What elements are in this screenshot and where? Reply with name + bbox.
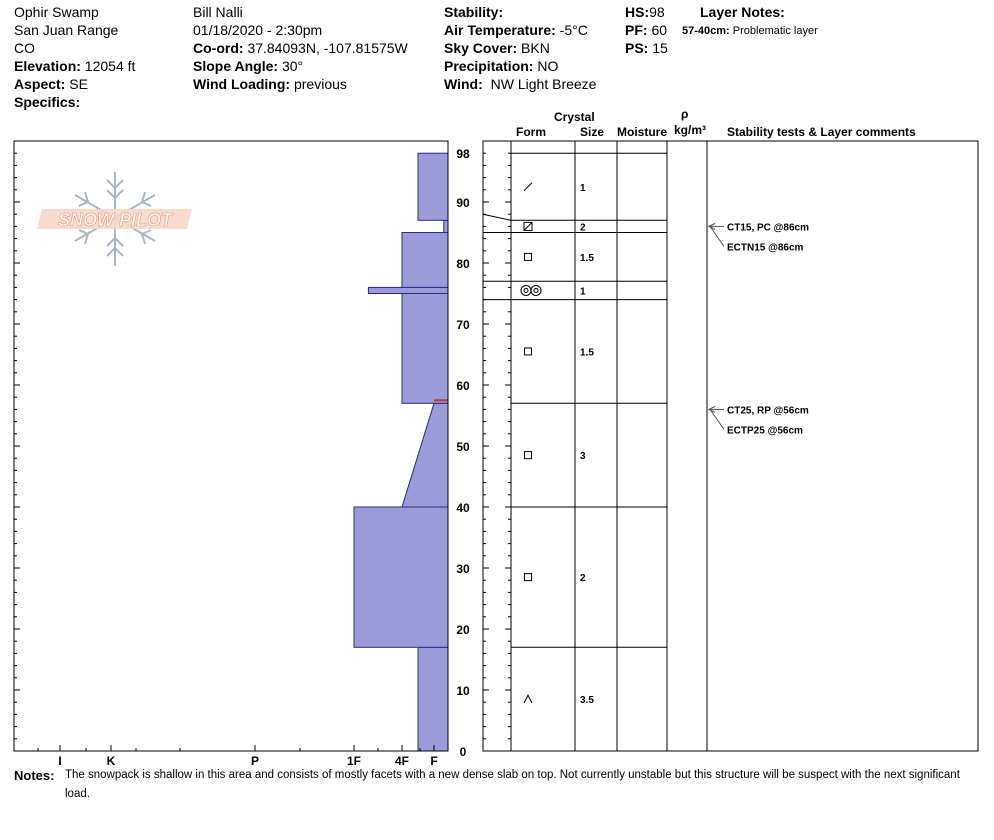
wind-loading-label: Wind Loading:	[193, 76, 291, 92]
air-temp-label: Air Temperature:	[444, 22, 556, 38]
crystal-form-surface-hoar-grains	[521, 285, 541, 295]
crystal-form-faceted	[525, 452, 532, 459]
hs-value: 98	[649, 4, 665, 20]
state-name: CO	[14, 40, 35, 56]
col-crystal: Crystal	[554, 110, 595, 124]
x-tick-label: I	[58, 754, 62, 768]
x-tick-label: P	[250, 754, 260, 768]
crystal-size-label: 3	[580, 451, 586, 463]
hardness-segment	[354, 507, 448, 647]
notes	[14, 766, 964, 800]
logo-text: SNOW PILOT	[58, 210, 172, 230]
location-name: Ophir Swamp	[14, 4, 99, 20]
hardness-frame	[14, 141, 448, 751]
stability-test-label: CT15, PC @86cm	[727, 222, 810, 234]
ps-value: 15	[652, 40, 668, 56]
crystal-form-faceted	[525, 574, 532, 581]
stability-label: Stability:	[444, 4, 504, 20]
coord-label: Co-ord:	[193, 40, 244, 56]
col-size: Size	[580, 125, 605, 139]
col-rho: ρ	[681, 107, 689, 121]
range-name: San Juan Range	[14, 22, 119, 38]
test-arrow-line	[710, 226, 724, 246]
aspect-value: SE	[69, 76, 88, 92]
y-tick-label: 90	[456, 196, 470, 210]
y-tick-label: 0	[459, 745, 467, 759]
stability-test-label: ECTP25 @56cm	[727, 425, 803, 437]
hs-label: HS:	[625, 4, 650, 20]
slope-label: Slope Angle:	[193, 58, 279, 74]
notes-text: The snowpack is shallow in this area and consists of mostly facets with a new dense slab on top. Not currently unstable but this structure will be suspect with the next significant load.	[65, 769, 960, 800]
x-tick-label: F	[430, 754, 438, 768]
elevation-value: 12054 ft	[84, 58, 136, 74]
y-tick-label: 50	[456, 440, 470, 454]
x-tick-label: 1F	[346, 754, 362, 768]
y-tick-label: 30	[456, 562, 470, 576]
y-tick-label: 98	[456, 147, 470, 162]
col-stability: Stability tests & Layer comments	[727, 125, 916, 139]
layer-note-text: Problematic layer	[732, 25, 818, 37]
sky-value: BKN	[521, 40, 550, 56]
col-form: Form	[516, 125, 546, 139]
wind-value: NW Light Breeze	[490, 76, 597, 92]
wind-loading-value: previous	[293, 76, 347, 92]
precip-value: NO	[537, 58, 559, 74]
pf-label: PF:	[625, 22, 648, 38]
crystal-size-label: 2	[580, 222, 586, 234]
crystal-size-label: 1.5	[580, 252, 594, 264]
specifics-label: Specifics:	[14, 94, 81, 110]
crystal-size-label: 2	[580, 573, 586, 585]
layer-connector	[483, 214, 511, 220]
crystal-size-label: 1	[580, 286, 586, 298]
elevation-label: Elevation:	[14, 58, 81, 74]
air-temp-value: -5°C	[559, 22, 588, 38]
ps-label: PS:	[625, 40, 649, 56]
wind-label: Wind:	[444, 76, 483, 92]
crystal-size-label: 3.5	[580, 695, 594, 707]
stability-test-label: ECTN15 @86cm	[727, 242, 804, 254]
crystal-form-faceted-rounded	[524, 222, 532, 230]
observation-datetime: 01/18/2020 - 2:30pm	[193, 22, 323, 38]
y-tick-label: 80	[456, 257, 470, 271]
layer-notes-label: Layer Notes:	[700, 4, 785, 20]
col-density-unit: kg/m³	[674, 123, 707, 137]
hardness-segment	[444, 220, 448, 232]
hardness-segment	[418, 647, 448, 751]
crystal-size-label: 1	[580, 182, 586, 194]
y-tick-label: 40	[456, 501, 470, 515]
pf-value: 60	[651, 22, 668, 38]
coord-value: 37.84093N, -107.81575W	[247, 40, 408, 56]
layer-note-range: 57-40cm:	[682, 25, 730, 37]
hardness-plot	[354, 153, 448, 751]
crystal-form-faceted	[525, 253, 532, 260]
test-arrow-line	[710, 409, 724, 429]
crystal-size-label: 1.5	[580, 347, 594, 359]
precip-label: Precipitation:	[444, 58, 534, 74]
y-tick-label: 70	[456, 318, 470, 332]
hardness-segment	[418, 153, 448, 220]
hardness-segment	[368, 287, 448, 293]
notes-label: Notes:	[14, 768, 55, 783]
y-tick-label: 20	[456, 623, 470, 637]
observer-name: Bill Nalli	[193, 4, 243, 20]
col-moisture: Moisture	[617, 125, 668, 139]
hardness-segment	[402, 294, 448, 404]
y-tick-label: 10	[456, 684, 470, 698]
crystal-form-decomposing-fragments	[524, 183, 532, 191]
x-tick-label: K	[106, 754, 116, 768]
aspect-label: Aspect:	[14, 76, 66, 92]
crystal-form-faceted	[525, 348, 532, 355]
sky-label: Sky Cover:	[444, 40, 518, 56]
slope-value: 30°	[281, 58, 304, 74]
stability-tests	[709, 222, 809, 436]
x-tick-label: 4F	[394, 754, 410, 768]
stability-test-label: CT25, RP @56cm	[727, 405, 809, 417]
crystal-form-depth-hoar	[524, 695, 532, 703]
snowpilot-logo	[37, 172, 192, 266]
hardness-segment	[402, 403, 448, 507]
y-tick-label: 60	[456, 379, 470, 393]
hardness-segment	[402, 233, 448, 288]
